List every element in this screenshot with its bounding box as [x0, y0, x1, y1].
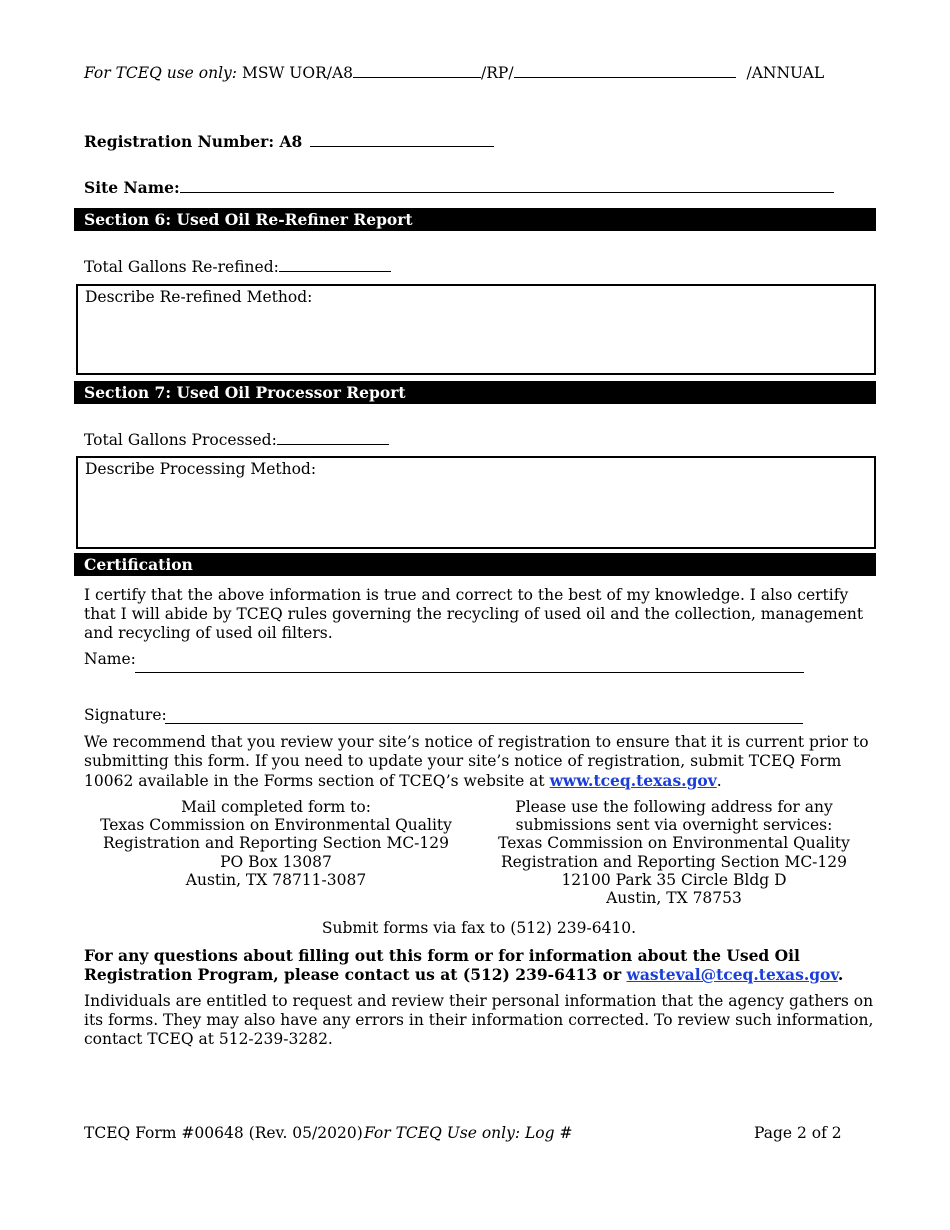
footer-page-number: Page 2 of 2 — [754, 1124, 842, 1142]
questions-paragraph — [84, 946, 874, 984]
registration-number-row — [84, 132, 494, 151]
gallons-rerefined-row — [84, 258, 391, 276]
tceq-use-only-header — [84, 64, 824, 82]
site-name-row — [84, 178, 834, 197]
section-7-header: Section 7: Used Oil Processor Report — [74, 381, 876, 404]
recommend-end: . — [716, 772, 722, 790]
privacy-paragraph: Individuals are entitled to request and review their personal information that the agency gathers on its forms. They may also have any errors in their information corrected. To review such information, contact TCEQ at 512-239-3282. — [84, 992, 874, 1048]
mail-line: Texas Commission on Environmental Quality — [100, 816, 452, 835]
recommend-text: We recommend that you review your site’s notice of registration to ensure that it is current prior to submitting this form. If you need to update your site’s notice of registration, submit TCEQ Form 10062 available in the Forms section of TCEQ’s website at — [84, 733, 869, 790]
certification-statement: I certify that the above information is true and correct to the best of my knowledge. I also certify that I will abide by TCEQ rules governing the recycling of used oil and the collection, management and recycling of used oil filters. — [84, 586, 864, 642]
overnight-line: Austin, TX 78753 — [606, 889, 742, 908]
rerefined-method-label: Describe Re-refined Method: — [85, 288, 313, 306]
signature-field[interactable] — [165, 723, 803, 724]
registration-number-label: Registration Number: A8 — [84, 132, 303, 151]
name-label: Name: — [84, 650, 136, 668]
rp-number-field[interactable] — [514, 77, 736, 78]
rerefined-method-box[interactable] — [76, 284, 876, 375]
section-6-header: Section 6: Used Oil Re-Refiner Report — [74, 208, 876, 231]
gallons-processed-label: Total Gallons Processed: — [84, 431, 277, 449]
overnight-line: Please use the following address for any — [515, 798, 833, 816]
gallons-rerefined-field[interactable] — [279, 271, 391, 272]
certification-header: Certification — [74, 553, 876, 576]
mail-line: Austin, TX 78711-3087 — [185, 870, 367, 889]
msw-number-field[interactable] — [353, 77, 481, 78]
name-field[interactable] — [135, 672, 804, 673]
site-name-label: Site Name: — [84, 178, 180, 197]
gallons-processed-field[interactable] — [277, 444, 389, 445]
footer-log-label: For TCEQ Use only: Log # — [364, 1124, 573, 1142]
footer-form-number: TCEQ Form #00648 (Rev. 05/2020) — [84, 1124, 363, 1142]
overnight-line: 12100 Park 35 Circle Bldg D — [561, 870, 787, 889]
mail-line: PO Box 13087 — [220, 852, 332, 871]
mail-address-block — [84, 798, 468, 889]
signature-label: Signature: — [84, 706, 167, 724]
msw-prefix: MSW UOR/A8 — [241, 64, 354, 82]
fax-text: Submit forms via fax to (512) 239-6410. — [321, 919, 637, 937]
questions-text: For any questions about filling out this form or for information about the Used Oil Registration Program, please contact us at (512) 239-6413 or — [84, 946, 800, 984]
recommend-paragraph — [84, 733, 874, 791]
mail-line: Mail completed form to: — [181, 798, 371, 816]
overnight-address-block — [490, 798, 858, 907]
registration-number-field[interactable] — [310, 146, 494, 147]
site-name-field[interactable] — [180, 192, 834, 193]
gallons-processed-row — [84, 431, 389, 449]
annual-label: /ANNUAL — [746, 64, 825, 82]
contact-email-link[interactable]: wasteval@tceq.texas.gov — [626, 965, 838, 984]
processing-method-box[interactable] — [76, 456, 876, 549]
processing-method-label: Describe Processing Method: — [85, 460, 317, 478]
questions-end: . — [837, 965, 844, 984]
tceq-website-link[interactable]: www.tceq.texas.gov — [549, 771, 717, 790]
gallons-rerefined-label: Total Gallons Re-refined: — [84, 258, 279, 276]
overnight-line: Registration and Reporting Section MC-129 — [500, 852, 848, 871]
rp-label: /RP/ — [481, 64, 514, 82]
tceq-use-only-label: For TCEQ use only: — [84, 64, 238, 82]
overnight-line: submissions sent via overnight services: — [515, 816, 833, 835]
overnight-line: Texas Commission on Environmental Quality — [498, 834, 850, 853]
mail-line: Registration and Reporting Section MC-129 — [102, 834, 450, 853]
